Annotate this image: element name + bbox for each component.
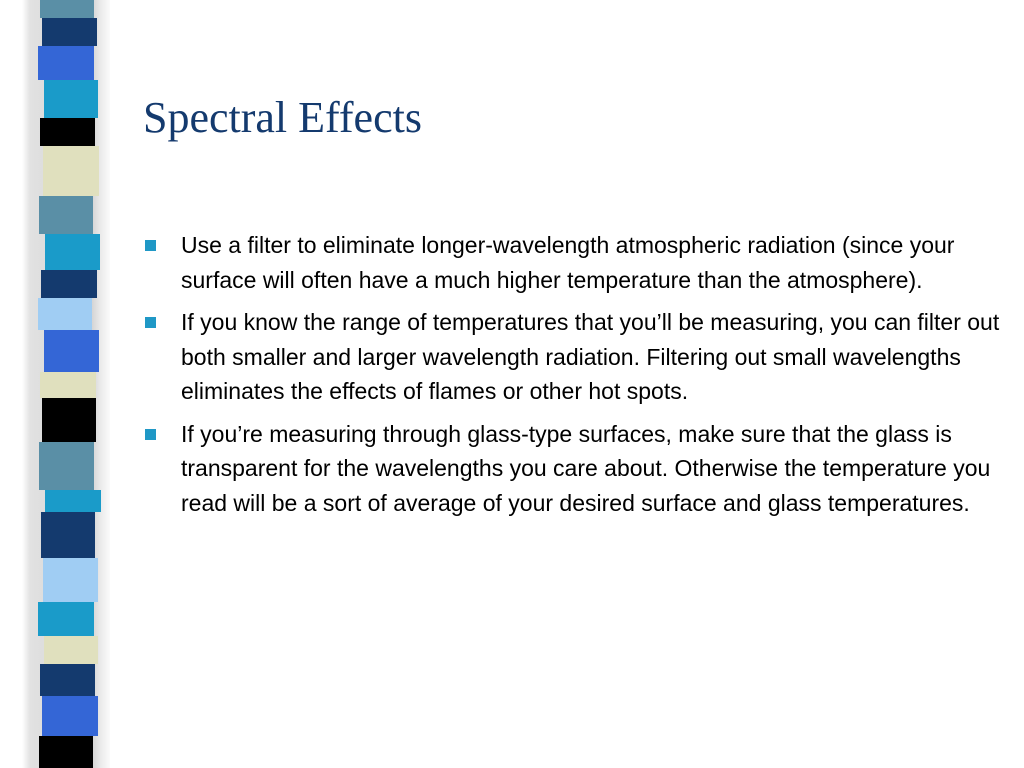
- bullet-text: If you know the range of temperatures that you’ll be measuring, you can filter out both smaller and larger wavelength radiation. Filtering out small wavelengths eliminates the effects of flames or other hot spots.: [181, 309, 1000, 404]
- bullet-list: [143, 228, 1003, 528]
- bullet-text: Use a filter to eliminate longer-wavelength atmospheric radiation (since your surface will often have a much higher temperature than the atmosphere).: [181, 232, 955, 293]
- square-bullet-icon: [145, 317, 156, 328]
- stripe-block: [44, 80, 98, 118]
- stripe-block: [45, 490, 101, 512]
- stripe-block: [43, 146, 99, 196]
- stripe-block: [38, 46, 94, 80]
- stripe-block: [39, 196, 93, 234]
- bullet-item: [143, 228, 1003, 297]
- bullet-text: If you’re measuring through glass-type surfaces, make sure that the glass is transparent for the wavelengths you care about. Otherwise the temperature you read will be a sort of average of your desired surface and glass temperatures.: [181, 420, 991, 516]
- stripe-block: [39, 736, 93, 768]
- stripe-block: [41, 270, 97, 298]
- stripe-block: [42, 18, 97, 46]
- stripe-block: [44, 636, 98, 664]
- left-decorative-border: [0, 0, 120, 768]
- square-bullet-icon: [145, 240, 156, 251]
- stripe-block: [39, 442, 94, 490]
- stripe-block: [40, 0, 94, 18]
- color-stripe-strip: [0, 0, 120, 768]
- slide-title: Spectral Effects: [143, 93, 422, 142]
- stripe-block: [40, 118, 95, 146]
- bullet-item: [143, 305, 1003, 409]
- stripe-block: [38, 298, 92, 330]
- stripe-block: [42, 398, 96, 442]
- bullet-item: [143, 417, 1003, 521]
- stripe-block: [43, 558, 98, 602]
- stripe-block: [42, 696, 98, 736]
- square-bullet-icon: [145, 429, 156, 440]
- stripe-block: [38, 602, 94, 636]
- stripe-block: [41, 512, 95, 558]
- stripe-block: [45, 234, 100, 270]
- stripe-block: [44, 330, 99, 372]
- stripe-block: [40, 664, 95, 696]
- stripe-block: [40, 372, 96, 398]
